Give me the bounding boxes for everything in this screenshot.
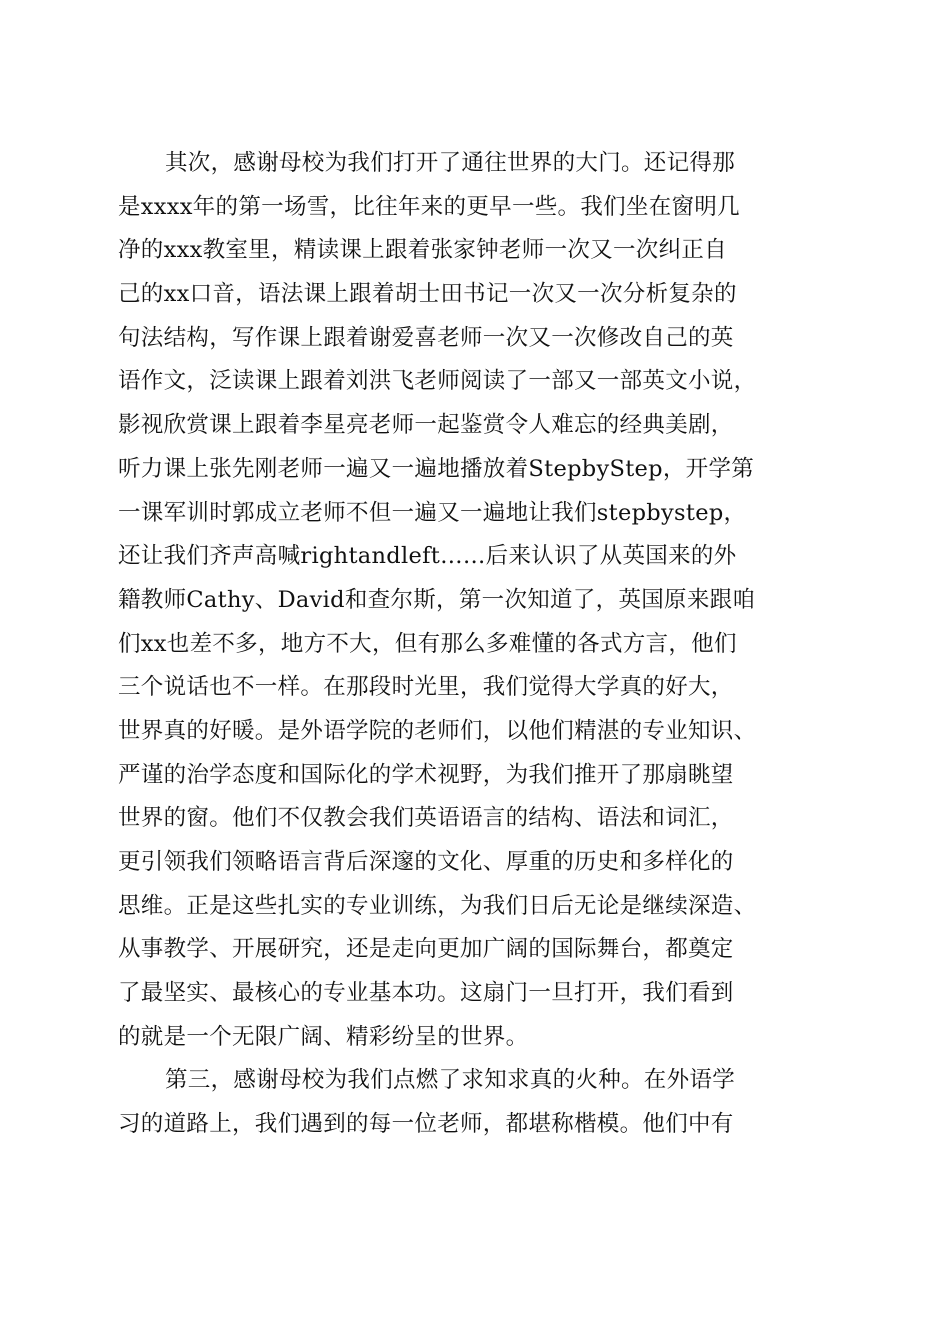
text-line: 籍教师Cathy、David和查尔斯，第一次知道了，英国原来跟咱 — [118, 586, 756, 613]
text-line: 其次，感谢母校为我们打开了通往世界的大门。还记得那 — [165, 150, 736, 176]
text-line: 三个说话也不一样。在那段时光里，我们觉得大学真的好大， — [118, 674, 734, 701]
text-line: 的就是一个无限广阔、精彩纷呈的世界。 — [118, 1023, 529, 1050]
text-line: 己的xx口音，语法课上跟着胡士田书记一次又一次分析复杂的 — [118, 281, 737, 308]
paragraph-1 — [118, 142, 848, 1059]
paragraph-2 — [118, 1059, 848, 1146]
text-line: 严谨的治学态度和国际化的学术视野，为我们推开了那扇眺望 — [118, 761, 734, 788]
body-text — [118, 142, 848, 1147]
text-line: 句法结构，写作课上跟着谢爱喜老师一次又一次修改自己的英 — [118, 324, 734, 351]
text-line: 还让我们齐声高喊rightandleft……后来认识了从英国来的外 — [118, 543, 737, 570]
text-line: 是xxxx年的第一场雪，比往年来的更早一些。我们坐在窗明几 — [118, 193, 740, 220]
text-line: 净的xxx教室里，精读课上跟着张家钟老师一次又一次纠正自 — [118, 237, 727, 264]
text-line: 世界真的好暖。是外语学院的老师们，以他们精湛的专业知识、 — [118, 717, 757, 744]
text-line: 们xx也差不多，地方不大，但有那么多难懂的各式方言，他们 — [118, 630, 737, 657]
text-line: 了最坚实、最核心的专业基本功。这扇门一旦打开，我们看到 — [118, 980, 734, 1007]
text-line: 语作文，泛读课上跟着刘洪飞老师阅读了一部又一部英文小说， — [118, 368, 757, 395]
text-line: 更引领我们领略语言背后深邃的文化、厚重的历史和多样化的 — [118, 849, 734, 875]
text-line: 听力课上张先刚老师一遍又一遍地播放着StepbyStep，开学第 — [118, 455, 755, 482]
text-line: 第三，感谢母校为我们点燃了求知求真的火种。在外语学 — [165, 1067, 736, 1094]
text-line: 影视欣赏课上跟着李星亮老师一起鉴赏令人难忘的经典美剧， — [118, 412, 734, 439]
text-line: 世界的窗。他们不仅教会我们英语语言的结构、语法和词汇， — [118, 805, 734, 832]
text-line: 从事教学、开展研究，还是走向更加广阔的国际舞台，都奠定 — [118, 936, 734, 963]
text-line: 习的道路上，我们遇到的每一位老师，都堪称楷模。他们中有 — [118, 1111, 734, 1138]
text-line: 思维。正是这些扎实的专业训练，为我们日后无论是继续深造、 — [118, 892, 757, 919]
text-line: 一课军训时郭成立老师不但一遍又一遍地让我们stepbystep， — [118, 499, 747, 526]
